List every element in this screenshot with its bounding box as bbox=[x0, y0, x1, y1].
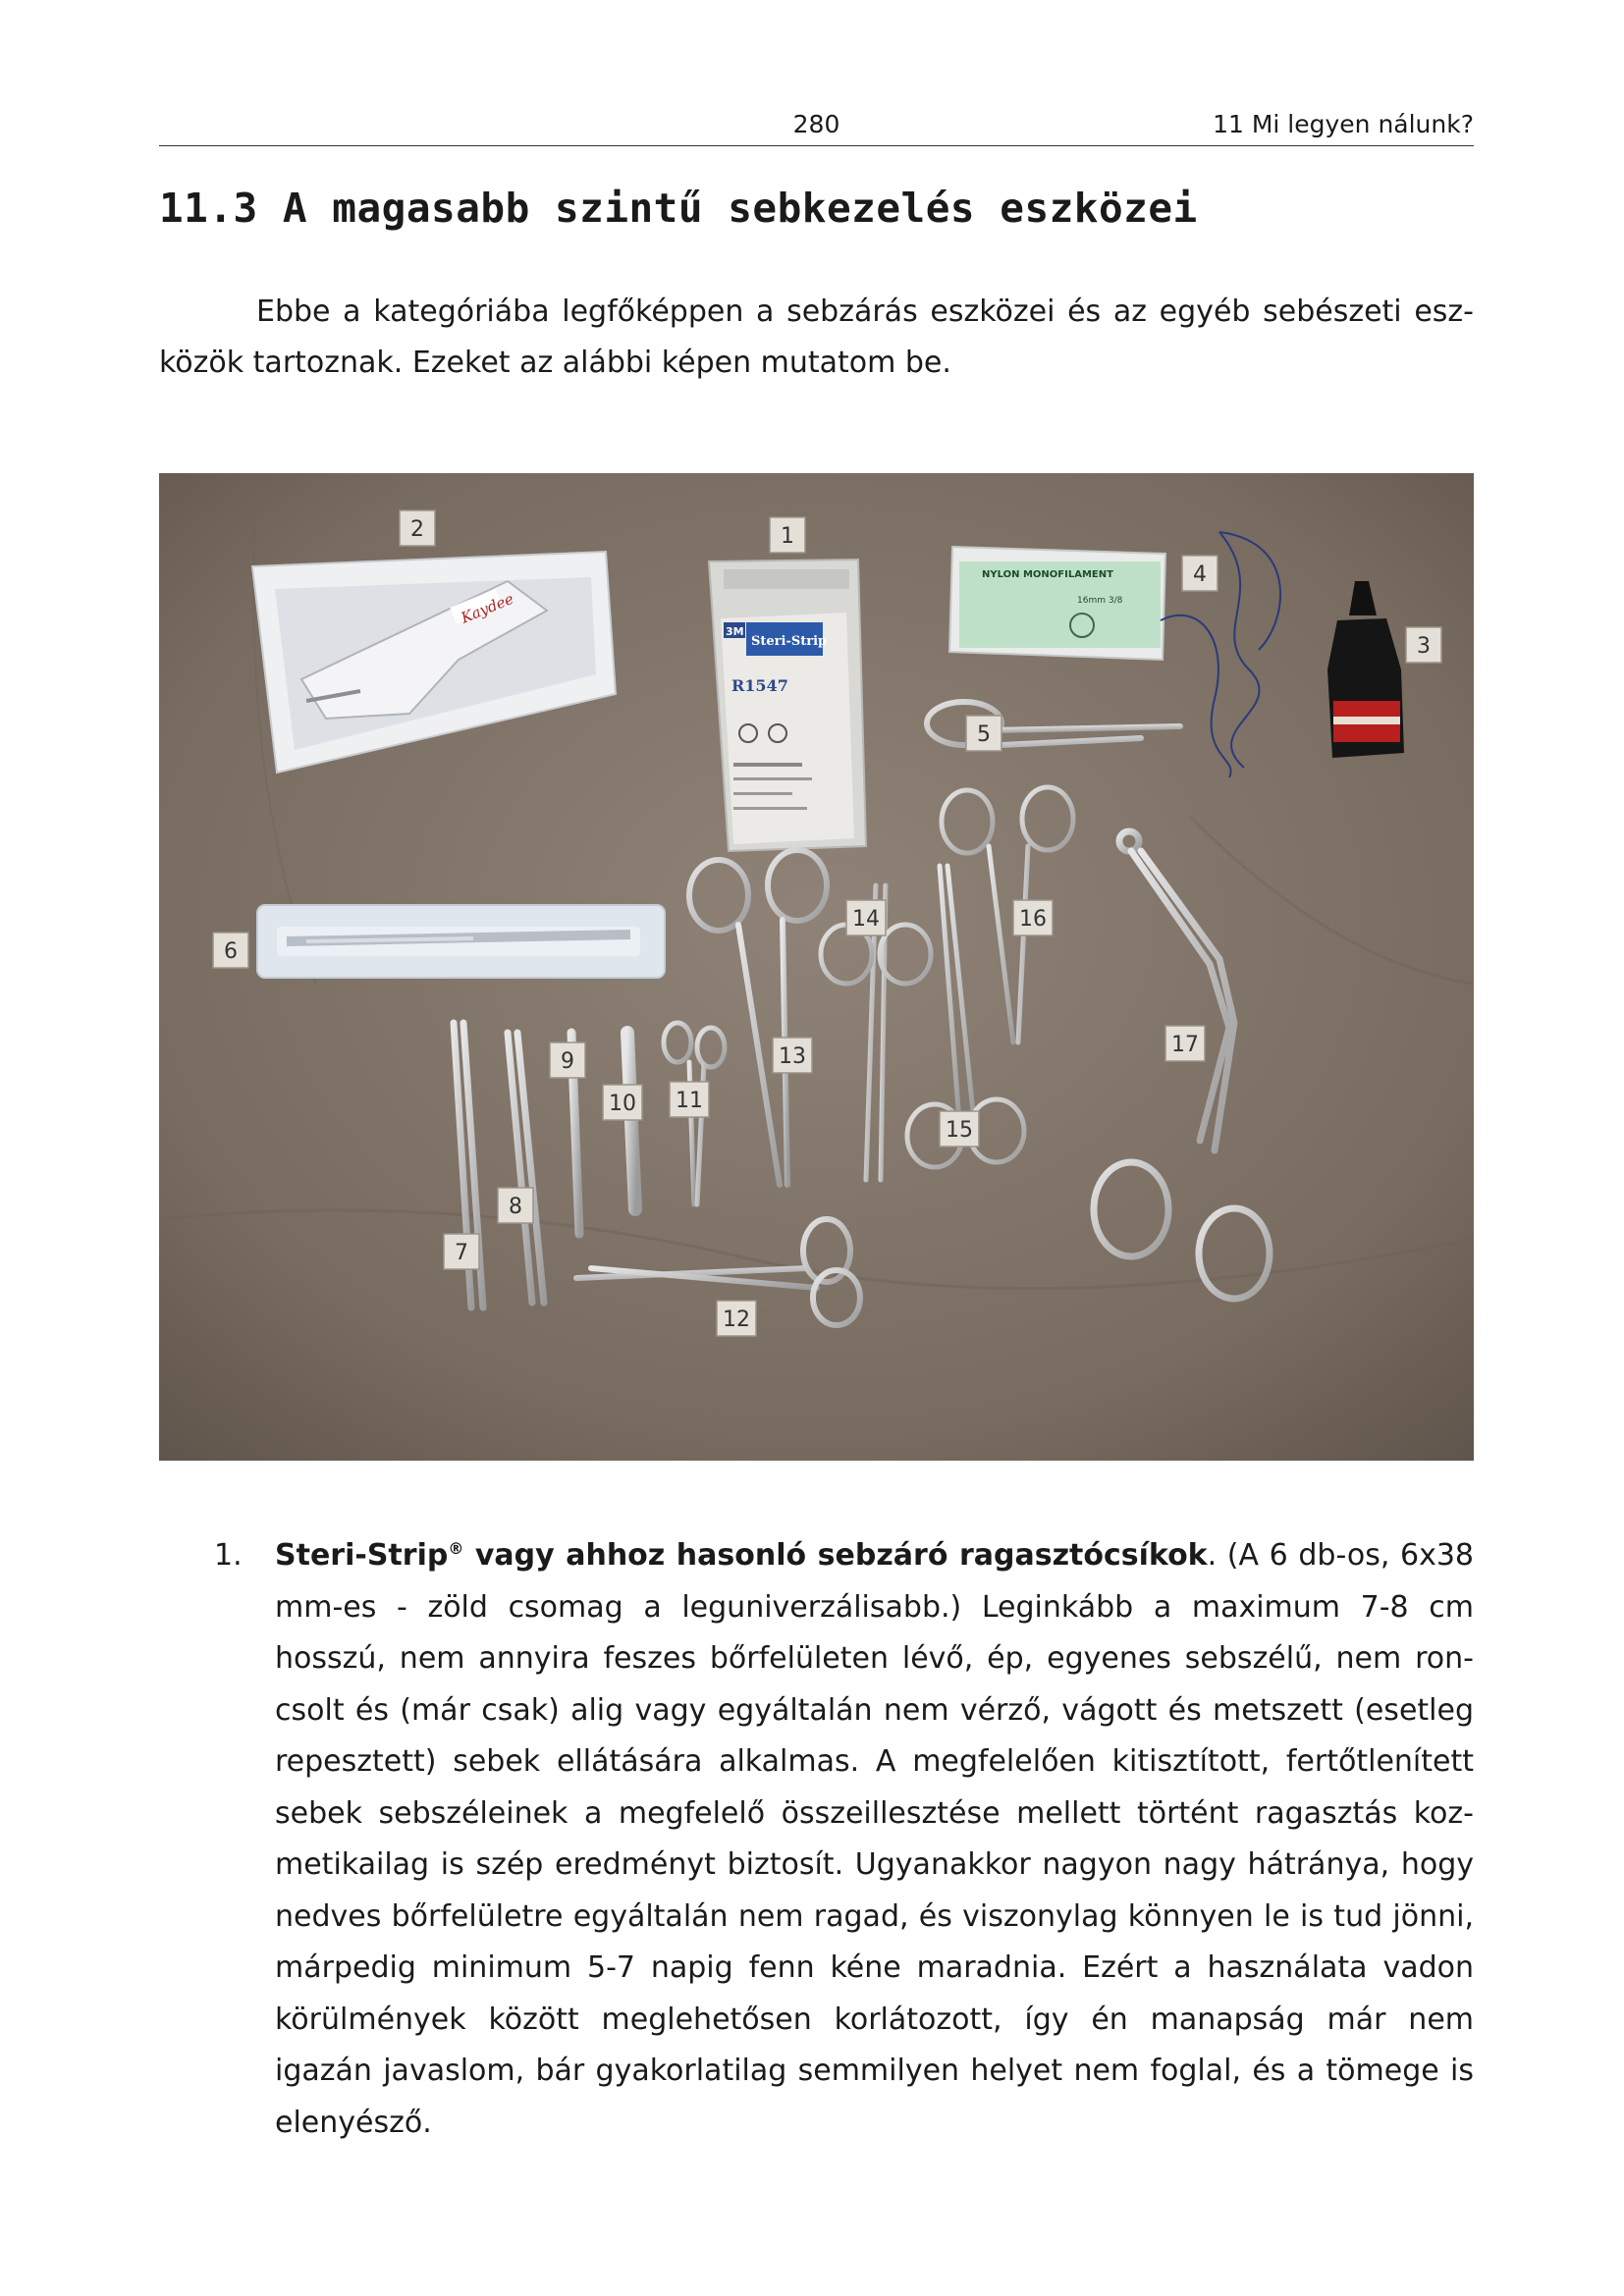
svg-text:8: 8 bbox=[509, 1195, 522, 1219]
strip-name: Steri-Strip bbox=[751, 634, 828, 649]
svg-text:4: 4 bbox=[1193, 562, 1207, 587]
svg-text:16: 16 bbox=[1019, 907, 1047, 932]
svg-text:12: 12 bbox=[723, 1308, 750, 1332]
figure-label-14 bbox=[846, 900, 886, 935]
figure-label-6 bbox=[213, 933, 248, 968]
figure-label-3 bbox=[1406, 627, 1441, 663]
list-item-body: . (A 6 db-os, 6x38 mm-es - zöld csomag a leguniverzálisabb.) Leginkább a maximum 7-8 cm hosszú, nem annyira feszes bőrfelületen lévő, ép, egyenes sebszélű, nem roncsolt és (már csak) alig vagy egyáltalán nem vérző, vágott és metszett (esetleg repesztett) sebek ellátására alkalmas. A megfelelően kitisztított, fertőtlenített sebek sebszéleinek a megfelelő összeillesztése mellett történt ragasztás kozmetikailag is szép eredményt biztosít. Ugyanakkor nagyon nagy hátránya, hogy nedves bőrfelületre egyáltalán nem ragad, és viszonylag könnyen le is tud jönni, márpedig minimum 5-7 napig fenn kéne maradnia. Ezért a használata vadon körülmények között meglehetősen korlátozott, így én manapság már nem igazán javaslom, bár gyakorlatilag semmilyen helyet nem foglal, és a tömege is elenyésző. bbox=[275, 1538, 1474, 2140]
svg-text:2: 2 bbox=[410, 517, 424, 542]
figure-label-11 bbox=[670, 1082, 709, 1117]
svg-text:9: 9 bbox=[561, 1049, 574, 1074]
svg-text:17: 17 bbox=[1171, 1033, 1199, 1057]
svg-text:11: 11 bbox=[676, 1089, 703, 1113]
suture-size: 16mm 3/8 bbox=[1077, 596, 1123, 606]
svg-text:10: 10 bbox=[609, 1092, 636, 1116]
section-title: 11.3 A magasabb szintű sebkezelés eszközei bbox=[159, 185, 1198, 232]
figure-label-1 bbox=[770, 517, 805, 553]
svg-text:1: 1 bbox=[781, 524, 794, 549]
svg-text:7: 7 bbox=[455, 1241, 468, 1265]
figure-label-17 bbox=[1165, 1026, 1205, 1061]
list-item-number: 1. bbox=[214, 1538, 243, 1573]
figure-label-2 bbox=[400, 510, 435, 546]
scalpel-package bbox=[257, 905, 665, 978]
figure-label-9 bbox=[550, 1042, 585, 1078]
svg-text:14: 14 bbox=[852, 907, 880, 932]
suture-name: NYLON MONOFILAMENT bbox=[982, 569, 1113, 580]
figure-label-8 bbox=[498, 1188, 533, 1223]
figure-label-12 bbox=[717, 1301, 756, 1336]
stapler-brand: Kaydee bbox=[458, 589, 516, 627]
running-title: 11 Mi legyen nálunk? bbox=[1213, 110, 1474, 138]
splinter-tweezers bbox=[627, 1033, 635, 1209]
figure-label-13 bbox=[773, 1038, 812, 1073]
intro-paragraph: Ebbe a kategóriába legfőképpen a sebzárás eszközei és az egyéb sebészeti eszközök tartoznak. Ezeket az alábbi képen mutatom be. bbox=[159, 294, 1474, 380]
instruments-photo bbox=[159, 473, 1474, 1461]
figure-label-4 bbox=[1182, 556, 1218, 591]
svg-text:6: 6 bbox=[224, 939, 238, 964]
svg-text:13: 13 bbox=[779, 1044, 806, 1069]
figure-label-15 bbox=[940, 1111, 979, 1147]
figure-label-7 bbox=[444, 1234, 479, 1269]
list-item-term: Steri-Strip® vagy ahhoz hasonló sebzáró ragasztócsíkok bbox=[275, 1538, 1208, 1573]
figure-label-10 bbox=[603, 1085, 642, 1120]
svg-text:3: 3 bbox=[1417, 634, 1431, 659]
list-item bbox=[159, 1530, 1474, 2149]
figure-label-16 bbox=[1013, 900, 1053, 935]
svg-text:5: 5 bbox=[977, 722, 991, 747]
steri-strip-package bbox=[709, 560, 866, 851]
strip-brand: 3M bbox=[726, 625, 744, 638]
page-header bbox=[159, 106, 1474, 146]
list-item-text bbox=[275, 1530, 1474, 2149]
svg-text:15: 15 bbox=[946, 1118, 973, 1143]
page-number: 280 bbox=[792, 110, 840, 138]
figure-label-5 bbox=[966, 716, 1001, 751]
strip-code: R1547 bbox=[731, 676, 788, 695]
